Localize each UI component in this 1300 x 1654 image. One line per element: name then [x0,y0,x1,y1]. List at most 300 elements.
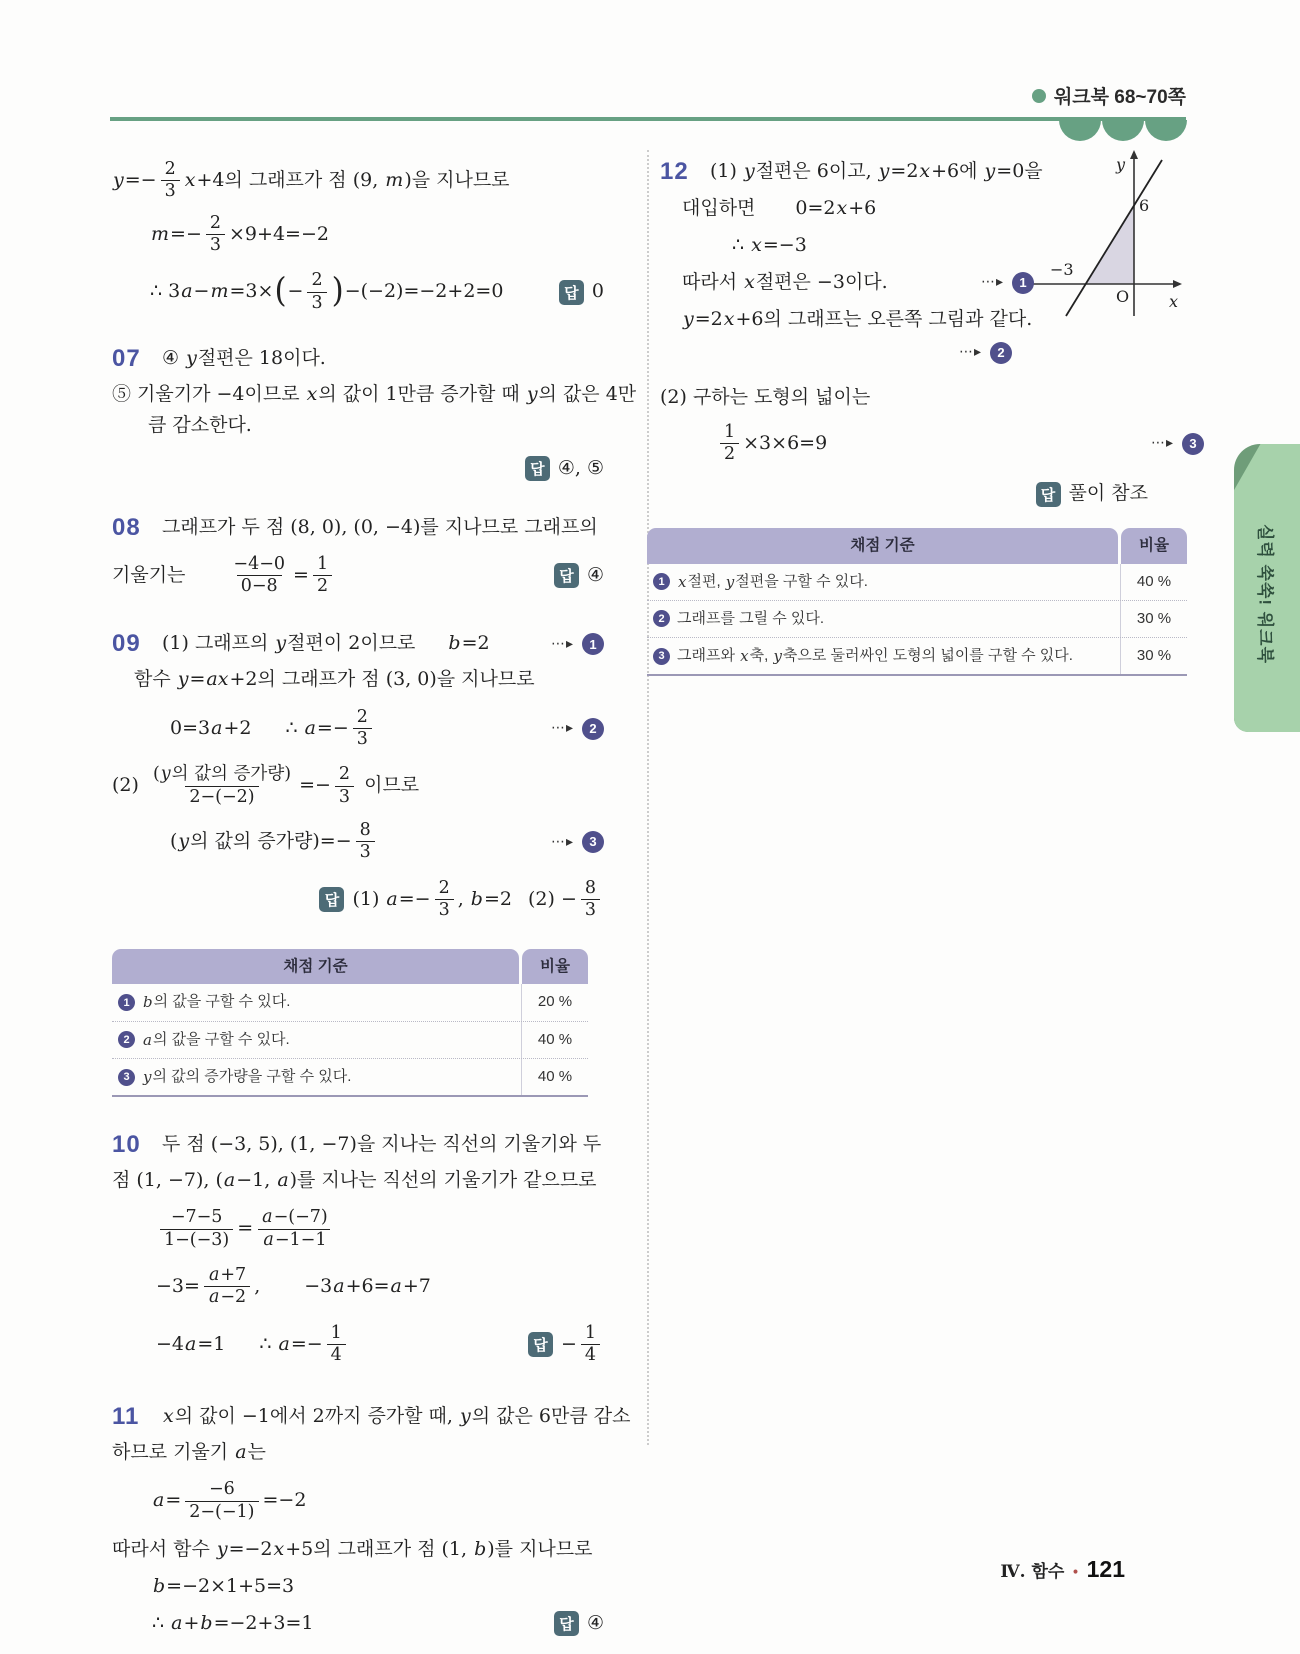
text-run: +6에 [931,159,984,182]
fraction-denominator [204,1286,250,1308]
solution-line [112,761,604,811]
math-variable: x [723,307,735,330]
workbook-page-label: 워크북 68~70쪽 [1053,87,1186,108]
line-right-content [551,633,604,655]
text-run: −1, [236,1168,277,1191]
step-marker: 2 [118,1031,135,1048]
fraction-denominator [353,728,372,750]
text-run: =2 [694,307,723,330]
text-run: = [189,668,206,691]
math-variable: y [773,647,782,666]
text-run: 대입하면 [682,196,756,219]
line-content [112,514,598,542]
solution-line [112,629,604,660]
line-content [112,1403,630,1431]
math-variable: x [751,233,762,256]
text-run: 따라서 함수 [112,1537,216,1560]
math-variable: a [181,280,193,303]
dotted-arrow-icon: ⋯▸ [958,344,982,361]
grading-table-header [647,528,1187,564]
criteria-text [677,572,868,592]
fraction [327,1323,346,1367]
text-run: )을 지나므로 [404,169,510,192]
line-content [525,456,604,482]
text-run: 큼 감소한다. [148,413,252,436]
fraction-denominator [581,899,600,921]
text-run: +7 [402,1274,431,1297]
math-variable: x [744,270,755,293]
fraction-denominator [258,1229,330,1251]
math-variable: m [385,169,404,192]
text-run: =− [299,774,331,797]
text-run: ∴ [259,1332,278,1355]
text-run: 의 값의 증가량)=− [190,830,352,853]
text-run: 2−(−1) [189,1501,255,1522]
text-run: =0을 [996,159,1043,182]
step-marker: 1 [118,994,135,1011]
solution-line [112,1165,604,1196]
line-content [682,307,1032,333]
big-paren: ) [331,271,344,311]
fraction [206,213,225,257]
fraction-numerator [435,878,454,899]
text-run: = [165,1489,182,1512]
fraction [581,1323,600,1367]
step-marker: 1 [582,633,604,655]
text-run: 축으로 둘러싸인 도형의 넓이를 구할 수 있다. [782,647,1073,665]
scallop-decoration [1145,120,1187,141]
fraction-numerator [257,1207,332,1228]
side-tab-label: 실력 쑥쑥! 워크북 [1255,523,1275,665]
text-run: =2 [461,632,490,655]
solution-line [112,1608,604,1639]
text-run: 의 값을 구할 수 있다. [153,993,291,1011]
fraction-numerator [720,422,739,443]
math-variable: b [143,993,153,1012]
text-run: 기울기는 [112,564,186,587]
solution-line [660,419,1204,469]
line-right-content [1151,433,1204,455]
dotted-arrow-icon: ⋯▸ [550,833,574,850]
text-run: 2 [724,444,736,465]
criteria-cell [112,984,522,1020]
text-run: 2 [164,159,176,179]
criteria-column-header: 채점 기준 [112,949,519,985]
solution-line [112,267,604,317]
fraction [720,422,739,466]
solution-line [112,343,604,374]
text-run: 1−(−3) [164,1229,230,1250]
criteria-cell [112,1059,522,1095]
problem-number: 10 [112,1130,141,1158]
fraction-denominator [160,1229,233,1251]
text-run: =−2 [262,1489,307,1512]
text-run: 3 [359,842,371,863]
page-footer [1000,1556,1125,1583]
fraction-denominator [161,180,180,202]
math-variable: b [470,887,483,910]
line-content [156,1204,336,1254]
math-variable: x [306,382,318,405]
text-run: 의 값이 1만큼 증가할 때 [318,382,526,405]
solution-line [112,379,637,410]
fraction-numerator [149,764,295,785]
text-run: 의 값의 증가량을 구할 수 있다. [152,1067,352,1085]
scallop-decoration [1102,120,1144,141]
green-dot-icon [1032,89,1046,103]
text-run: =− [398,887,431,910]
text-run: +5의 그래프가 점 (1, [285,1537,474,1560]
fraction-numerator [167,1207,227,1228]
solution-line [112,210,604,260]
answer-badge: 답 [1036,482,1061,507]
criteria-text [142,992,290,1012]
fraction-denominator [581,1344,600,1366]
solution-line [112,665,604,696]
text-run: (1) [710,159,743,182]
fraction-denominator [307,292,326,314]
math-variable: y [878,159,890,182]
math-variable: y [725,572,735,591]
text-run: +4의 그래프가 점 (9, [196,169,385,192]
text-run: +6의 그래프는 오른쪽 그림과 같다. [735,307,1033,330]
fraction [335,764,354,808]
solution-block [112,1129,604,1369]
problem-number: 11 [112,1402,140,1430]
fraction-numerator [205,1479,239,1500]
math-variable: a [208,1264,220,1285]
solution-line [112,410,604,441]
solution-line [660,479,1148,510]
scallop-decoration [1059,120,1101,141]
math-variable: y [460,1404,471,1427]
solution-line [660,337,1012,368]
math-variable: a [211,716,223,739]
math-variable: x [184,169,196,192]
text-run: +6 [848,196,877,219]
math-variable: a [143,1030,152,1049]
text-run: ( [152,764,160,785]
line-content [152,1476,306,1526]
text-run: =−3 [762,233,807,256]
answer-badge: 답 [528,1332,553,1357]
solution-line [112,817,604,867]
text-run: 축, [749,647,773,665]
step-marker: 3 [582,831,604,853]
grading-table-block [660,528,1187,677]
text-run: 이므로 [358,774,420,797]
text-run: −4 [156,1332,185,1355]
solution-line [112,1571,604,1602]
fraction-numerator [353,707,372,728]
text-run: , [254,1274,261,1297]
fraction [160,1207,233,1251]
criteria-text [142,1030,290,1050]
fraction [229,554,289,598]
fraction-numerator [356,820,375,841]
math-variable: b [153,1574,166,1597]
fraction-denominator [356,841,375,863]
solution-line [112,551,604,601]
text-run: )를 지나는 직선의 기울기가 같으므로 [289,1168,597,1191]
text-run: 1 [724,422,736,442]
math-variable: a [262,1207,273,1228]
fraction-numerator [206,213,225,234]
text-run: ∴ [285,716,304,739]
x-axis-label: x [1169,292,1179,311]
answer-badge: 답 [559,280,584,305]
fraction [204,1265,250,1309]
criteria-column-header: 채점 기준 [647,528,1118,564]
line-content [1036,481,1148,507]
text-run: 0−8 [240,576,278,597]
ratio-cell: 40 % [537,1030,573,1048]
criteria-cell [112,1022,522,1058]
fraction-numerator [307,270,326,291]
solution-line [112,453,604,484]
line-content [152,1611,314,1637]
dotted-arrow-icon: ⋯▸ [550,720,574,737]
text-run: = [237,1217,254,1240]
solution-block [112,629,604,925]
solution-block [112,343,637,484]
line-content [112,551,336,601]
text-run: =1 [197,1332,226,1355]
ratio-cell: 30 % [1136,647,1172,665]
line-content [150,267,503,317]
text-run: )를 지나므로 [487,1537,593,1560]
ratio-cell: 40 % [1136,572,1172,590]
ratio-cell: 20 % [537,993,573,1011]
text-run: 2 [338,764,351,785]
y-intercept-label: 6 [1139,196,1150,215]
text-run: 하므로 기울기 [112,1440,235,1463]
text-run: 3 [311,292,323,313]
text-run: ( [170,830,178,853]
text-run: ∴ 3 [150,280,181,303]
text-run: ⑤ 기울기가 −4이므로 [112,382,306,405]
ratio-column-header: 비율 [1121,528,1187,564]
text-run: 절편은 18이다. [197,346,326,369]
line-content [134,667,535,693]
text-run: −3= [156,1274,200,1297]
math-variable: a [208,1287,220,1308]
line-content [682,196,876,222]
big-paren: ( [274,271,287,311]
math-variable: b [474,1537,487,1560]
table-row [112,1058,588,1095]
solution-line [112,512,604,543]
text-run: 따라서 [682,270,744,293]
fraction [307,270,326,314]
text-run: 의 값의 증가량) [171,764,292,785]
answer-badge: 답 [554,1611,579,1636]
fraction [353,707,372,751]
text-run: − [560,1332,577,1355]
solution-block [112,512,604,601]
grading-table-header [112,949,588,985]
text-run: 4 [584,1344,596,1365]
ratio-column-header: 비율 [522,949,588,985]
math-variable: a [304,716,316,739]
table-row [112,1021,588,1058]
text-run: 함수 [134,668,177,691]
step-marker: 2 [653,610,670,627]
text-run: 4 [330,1344,342,1365]
text-run: −4−0 [233,554,286,575]
text-run: −3 [304,1274,333,1297]
fraction [185,1479,258,1523]
text-run: 3 [584,900,596,921]
table-row [647,564,1187,600]
math-variable: b [448,632,461,655]
solution-line [660,193,1187,224]
text-run: 1 [584,1322,596,1343]
solution-line [112,1320,604,1370]
text-run: =− [124,169,157,192]
line-content [156,1320,350,1370]
origin-label: O [1116,287,1130,306]
y-axis-label: y [1116,155,1126,174]
step-marker: 3 [1182,433,1204,455]
solution-line [660,304,1187,335]
text-run: ∴ [152,1611,171,1634]
text-run: 절편은 6이고, [755,159,878,182]
grading-table-block [112,949,604,1098]
answer-badge: 답 [525,456,550,481]
fraction-numerator [581,878,600,899]
line-right-content [551,718,604,740]
text-run: (1) [352,887,386,910]
text-run: +2 [223,716,252,739]
fraction-numerator [581,1323,600,1344]
math-variable: a [386,887,398,910]
text-run: 0=3 [170,716,211,739]
math-variable: ax [206,668,229,691]
solution-block [660,156,1197,510]
criteria-text [677,646,1073,666]
text-run: 1 [330,1322,342,1343]
header-rule [110,117,1186,121]
line-content [319,875,604,925]
line-right-content [528,1320,604,1370]
text-run: −(−7) [273,1207,328,1228]
text-run: (2) 구하는 도형의 넓이는 [660,385,871,408]
line-content [112,1537,593,1563]
math-variable: x [919,159,931,182]
line-content [170,817,379,867]
solution-line [112,704,604,754]
grading-table [647,528,1187,677]
math-variable: b [200,1611,213,1634]
text-run: =− [316,716,349,739]
text-run: 의 값이 −1에서 2까지 증가할 때, [174,1404,459,1427]
line-right-content [551,831,604,853]
step-marker: 1 [653,573,670,590]
line-content [682,270,888,296]
fraction-numerator [161,159,180,180]
fraction [149,764,295,808]
problem-number: 08 [112,513,141,541]
line-content [732,233,807,259]
grading-table-body [647,564,1187,677]
math-variable: y [984,159,996,182]
math-variable: y [683,307,694,330]
math-variable: y [216,1537,228,1560]
fraction-numerator [313,554,332,575]
line-content [112,630,490,658]
solution-line [112,1534,604,1565]
ratio-cell: 40 % [537,1067,573,1085]
text-run: −7−5 [170,1207,223,1228]
text-run: =− [170,222,202,245]
side-tab[interactable] [1234,444,1300,732]
math-variable: y [113,169,124,192]
math-variable: a [153,1489,165,1512]
math-variable: y [160,764,171,785]
math-variable: x [836,196,848,219]
solution-block [112,156,604,317]
text-run: =2 [483,887,512,910]
text-run: (2) − [527,887,577,910]
line-content [660,385,870,411]
left-column [112,140,637,1639]
grading-table [112,949,588,1098]
line-content [959,342,1012,364]
text-run: 그래프를 그릴 수 있다. [677,609,825,627]
math-variable: a [185,1332,197,1355]
line-content [148,413,252,439]
math-variable: a [235,1440,247,1463]
step-marker: 1 [1012,272,1034,294]
line-content [112,1131,601,1159]
problem-number: 09 [112,630,141,658]
text-run: =−2×1+5=3 [166,1574,295,1597]
text-run: =2 [890,159,919,182]
math-variable: a [333,1274,345,1297]
math-variable: y [186,346,197,369]
line-content [660,158,1043,186]
fraction-numerator [204,1265,250,1286]
criteria-cell [647,638,1121,674]
criteria-text [677,609,824,629]
text-run: (1) 그래프의 [162,632,275,655]
text-run: =−2+3=1 [213,1611,314,1634]
text-run: − [193,280,210,303]
table-row [112,984,588,1020]
text-run: 의 값은 4만 [538,382,637,405]
fraction [435,878,454,922]
text-run: 의 값은 6만큼 감소 [471,1404,631,1427]
answer-badge: 답 [554,563,579,588]
math-variable: x [740,647,749,666]
line-right-content [554,1611,604,1637]
math-variable: y [526,382,538,405]
step-marker: 2 [582,718,604,740]
criteria-cell [647,601,1121,637]
text-run: 풀이 참조 [1068,482,1148,505]
text-run: ④ [586,1611,604,1634]
fraction-numerator [229,554,289,575]
solution-line [660,156,1187,187]
right-column [658,140,1197,676]
ratio-cell: 30 % [1136,609,1172,627]
text-run: 3 [164,181,176,202]
fraction-denominator [720,443,739,465]
text-run: + [183,1611,200,1634]
fraction [257,1207,332,1251]
answer-badge: 답 [319,887,344,912]
